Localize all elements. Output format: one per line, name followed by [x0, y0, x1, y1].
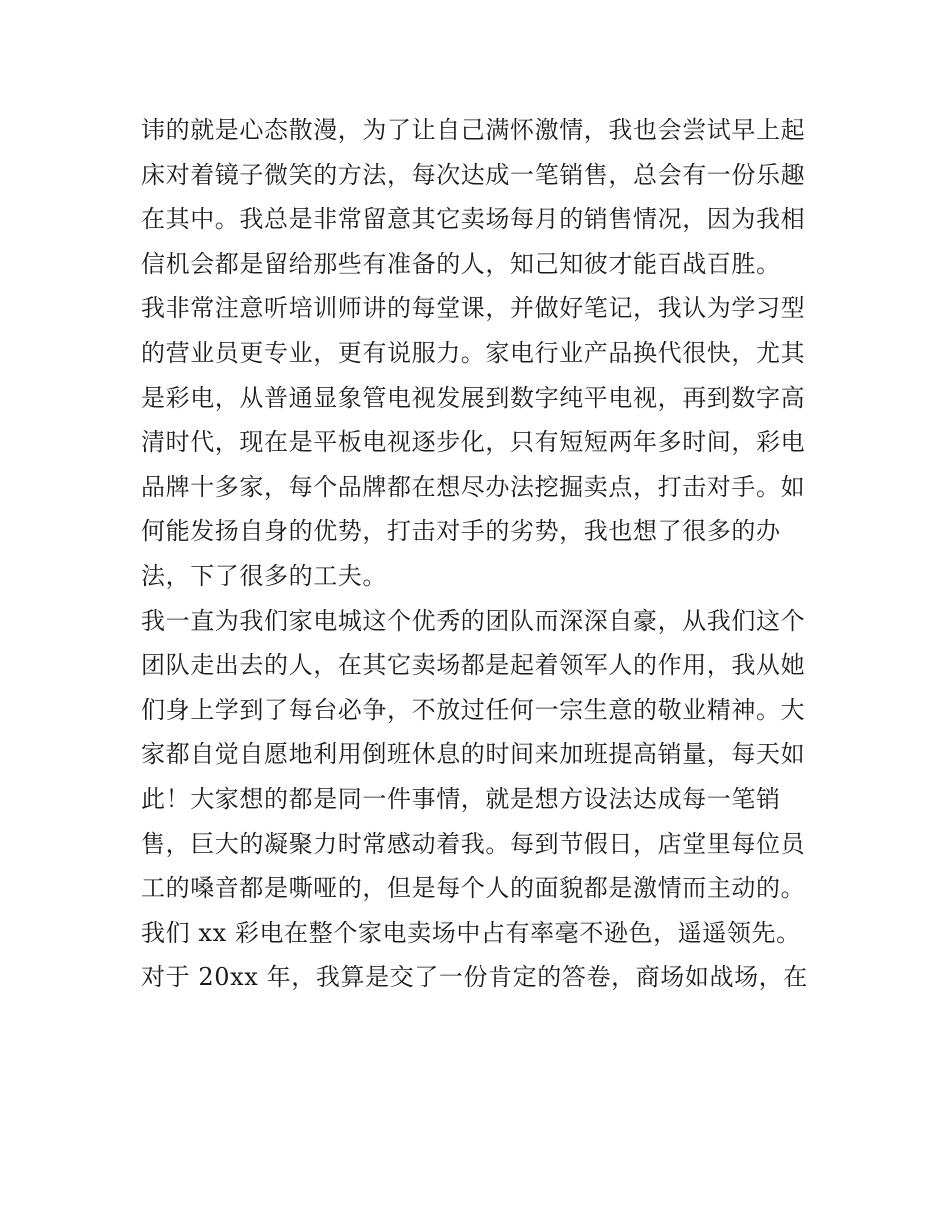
text-line: 是彩电，从普通显象管电视发展到数字纯平电视，再到数字高	[141, 383, 806, 412]
body-text	[141, 108, 821, 1000]
text-line: 售，巨大的凝聚力时常感动着我。每到节假日，店堂里每位员	[141, 829, 806, 858]
text-line: 床对着镜子微笑的方法，每次达成一笔销售，总会有一份乐趣	[141, 160, 806, 189]
text-line: 讳的就是心态散漫，为了让自己满怀激情，我也会尝试早上起	[141, 116, 806, 144]
text-line: 我们 xx 彩电在整个家电卖场中占有率毫不逊色，遥遥领先。	[141, 918, 801, 947]
text-line: 对于 20xx 年，我算是交了一份肯定的答卷，商场如战场，在	[141, 963, 808, 992]
text-line: 信机会都是留给那些有准备的人，知己知彼才能百战百胜。	[141, 249, 781, 278]
text-line: 团队走出去的人，在其它卖场都是起着领军人的作用，我从她	[141, 651, 806, 680]
text-line: 清时代，现在是平板电视逐步化，只有短短两年多时间，彩电	[141, 428, 806, 457]
text-line: 品牌十多家，每个品牌都在想尽办法挖掘卖点，打击对手。如	[141, 472, 806, 501]
text-line: 何能发扬自身的优势，打击对手的劣势，我也想了很多的办	[141, 517, 781, 546]
text-line: 的营业员更专业，更有说服力。家电行业产品换代很快，尤其	[141, 338, 806, 367]
text-line: 家都自觉自愿地利用倒班休息的时间来加班提高销量，每天如	[141, 740, 806, 769]
text-line: 在其中。我总是非常留意其它卖场每月的销售情况，因为我相	[141, 205, 806, 234]
text-line: 工的嗓音都是嘶哑的，但是每个人的面貌都是激情而主动的。	[141, 874, 806, 903]
text-line: 我非常注意听培训师讲的每堂课，并做好笔记，我认为学习型	[141, 294, 806, 323]
text-line: 我一直为我们家电城这个优秀的团队而深深自豪，从我们这个	[141, 606, 806, 635]
text-line: 法，下了很多的工夫。	[141, 561, 387, 590]
text-line: 此！大家想的都是同一件事情，就是想方设法达成每一笔销	[141, 784, 781, 813]
text-line: 们身上学到了每台必争，不放过任何一宗生意的敬业精神。大	[141, 695, 806, 724]
